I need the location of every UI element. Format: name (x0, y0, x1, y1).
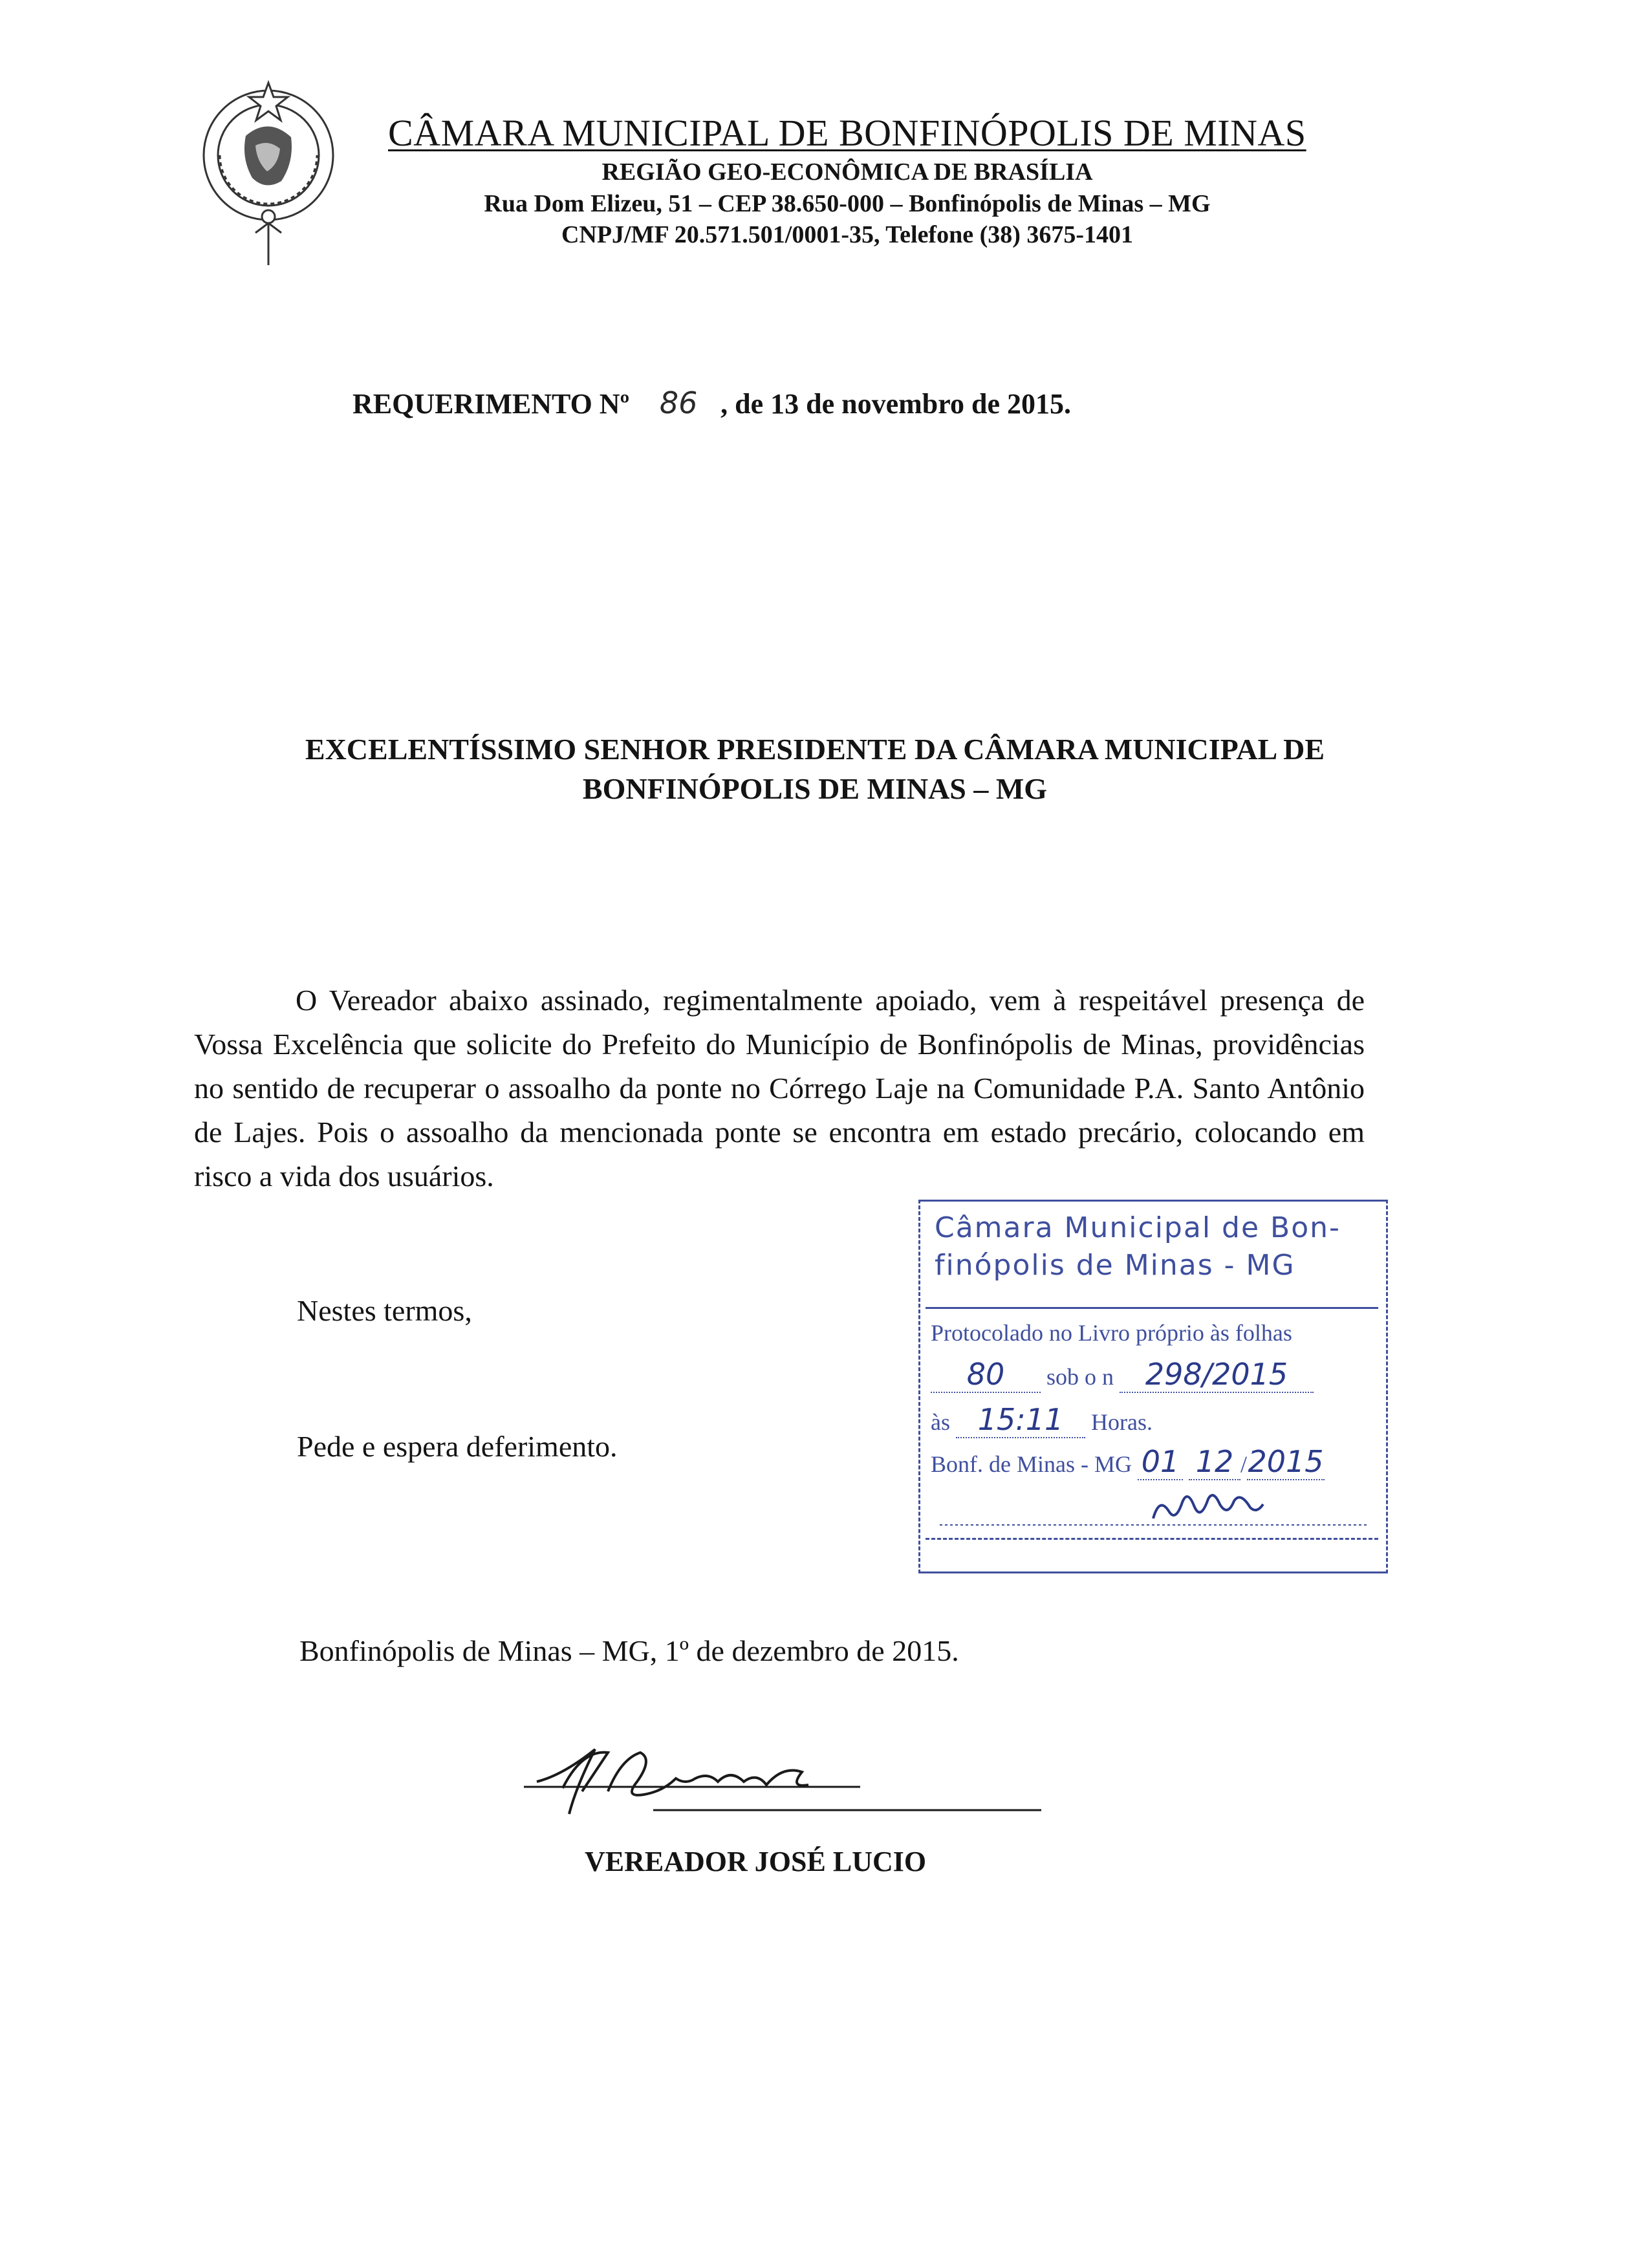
stamp-title (935, 1209, 1381, 1284)
stamp-year: 2015 (1248, 1444, 1324, 1479)
request-date: , de 13 de novembro de 2015. (720, 388, 1071, 420)
stamp-sheet-row (931, 1357, 1314, 1393)
cnpj-phone-line: CNPJ/MF 20.571.501/0001-35, Telefone (38) 3675-1401 (561, 221, 1134, 248)
stamp-bottom-divider (926, 1538, 1378, 1540)
stamp-sob-label: sob o n (1046, 1364, 1114, 1390)
signer-name: VEREADOR JOSÉ LUCIO (585, 1846, 927, 1877)
region-line: REGIÃO GEO-ECONÔMICA DE BRASÍLIA (601, 158, 1093, 186)
stamp-title-line-1: Câmara Municipal de Bon- (935, 1211, 1341, 1244)
stamp-date-row: Bonf. de Minas - MG 01 12 /2015 (931, 1444, 1324, 1479)
stamp-at-label: às (931, 1409, 950, 1435)
stamp-divider (926, 1307, 1378, 1309)
stamp-signature-icon (940, 1486, 1367, 1531)
addressee-line-1: EXCELENTÍSSIMO SENHOR PRESIDENTE DA CÂMARA MUNICIPAL DE (305, 733, 1325, 766)
municipal-seal-icon (184, 78, 352, 272)
handwritten-signature-icon (524, 1743, 1041, 1827)
stamp-title-line-2: finópolis de Minas - MG (935, 1249, 1295, 1282)
place-date: Bonfinópolis de Minas – MG, 1º de dezembro de 2015. (299, 1634, 959, 1667)
stamp-place-label: Bonf. de Minas - MG (931, 1451, 1132, 1477)
request-label: REQUERIMENTO Nº (352, 388, 630, 420)
body-paragraph: O Vereador abaixo assinado, regimentalmente apoiado, vem à respeitável presença de Vossa Excelência que solicite do Prefeito do Município de Bonfinópolis de Minas, providências no sentido de recuperar o assoalho da ponte no Córrego Laje na Comunidade P.A. Santo Antônio de Lajes. Pois o assoalho da mencionada ponte se encontra em estado precário, colocando em risco a vida dos usuários. (194, 984, 1365, 1193)
stamp-time-row (931, 1402, 1153, 1438)
stamp-day: 01 (1138, 1444, 1183, 1480)
stamp-number: 298/2015 (1120, 1357, 1314, 1393)
stamp-month: 12 (1189, 1444, 1240, 1480)
stamp-protocol-text: Protocolado no Livro próprio às folhas (931, 1320, 1292, 1346)
request-number: 86 (659, 385, 698, 420)
request-heading (352, 385, 1071, 420)
chamber-name: CÂMARA MUNICIPAL DE BONFINÓPOLIS DE MINAS (388, 112, 1306, 154)
protocol-stamp (918, 1200, 1388, 1573)
stamp-time: 15:11 (956, 1402, 1085, 1438)
address-line: Rua Dom Elizeu, 51 – CEP 38.650-000 – Bonfinópolis de Minas – MG (484, 190, 1211, 217)
stamp-hours-label: Horas. (1091, 1409, 1153, 1435)
stamp-sheet: 80 (931, 1357, 1041, 1393)
addressee-line-2: BONFINÓPOLIS DE MINAS – MG (582, 772, 1048, 805)
closing-terms: Nestes termos, (297, 1294, 472, 1327)
closing-request: Pede e espera deferimento. (297, 1430, 618, 1463)
